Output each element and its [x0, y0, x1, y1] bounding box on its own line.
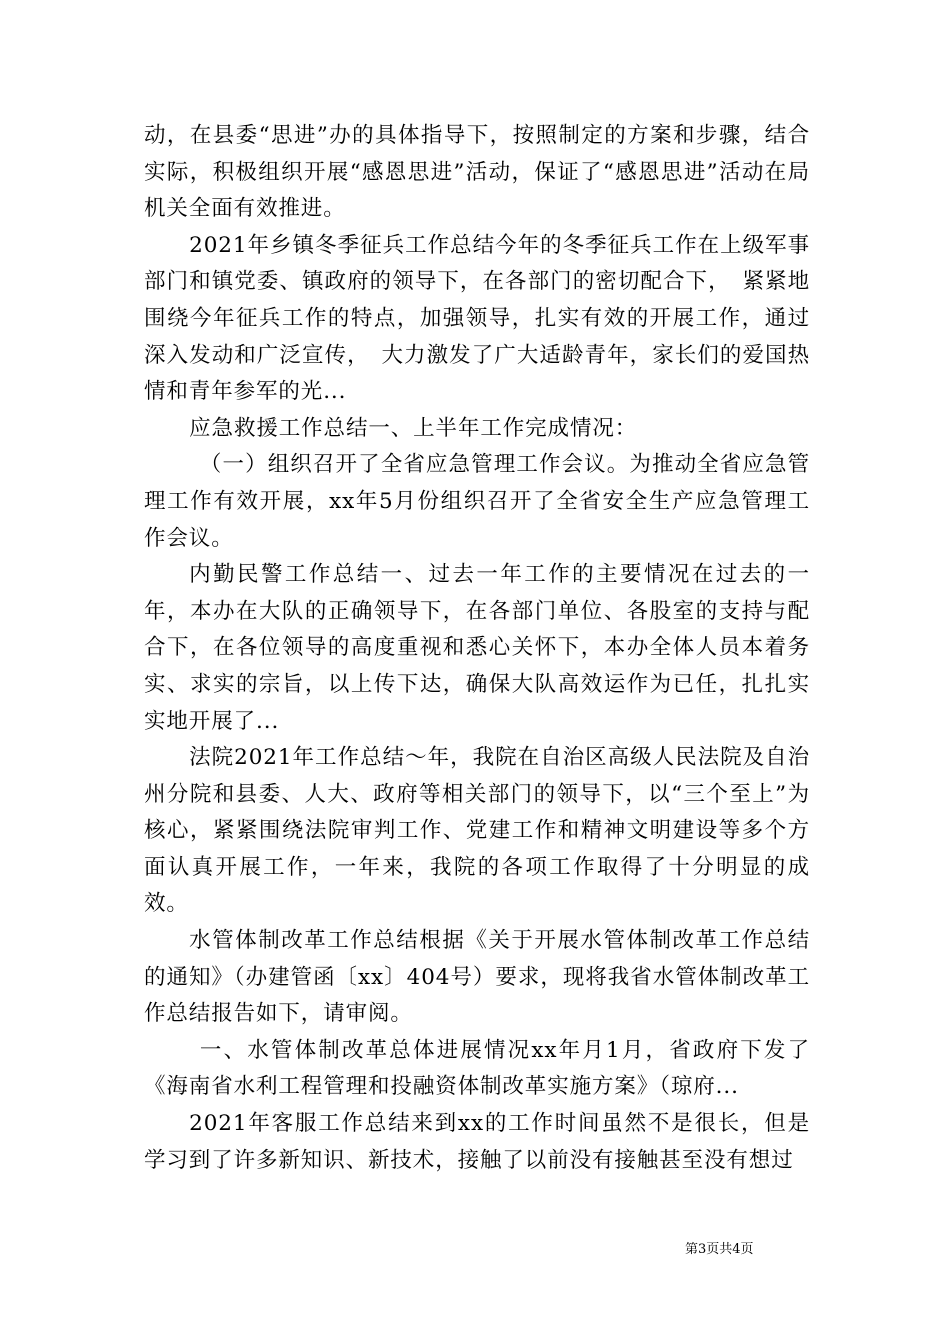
paragraph-conscription-summary: 2021年乡镇冬季征兵工作总结今年的冬季征兵工作在上级军事部门和镇党委、镇政府的领导下，在各部门的密切配合下， 紧紧地围绕今年征兵工作的特点，加强领导，扎实有效的开展工作，通过深入发动和广泛宣传， 大力激发了广大适龄青年，家长们的爱国热情和青年参军的光... — [144, 232, 810, 405]
paragraph-continuation: 动，在县委“思进”办的具体指导下，按照制定的方案和步骤，结合实际，积极组织开展“感恩思进”活动，保证了“感恩思进”活动在局机关全面有效推进。 — [144, 123, 810, 222]
paragraph-emergency-meeting: （一）组织召开了全省应急管理工作会议。为推动全省应急管理工作有效开展，xx年5月份组织召开了全省安全生产应急管理工作会议。 — [144, 452, 810, 551]
paragraph-emergency-rescue-heading: 应急救援工作总结一、上半年工作完成情况： — [189, 415, 638, 441]
document-body — [144, 118, 810, 1179]
paragraph-customer-service-summary: 2021年客服工作总结来到xx的工作时间虽然不是很长，但是学习到了许多新知识、新技术，接触了以前没有接触甚至没有想过 — [144, 1111, 810, 1173]
paragraph-water-reform-summary: 水管体制改革工作总结根据《关于开展水管体制改革工作总结的通知》（办建管函〔xx〕404号）要求，现将我省水管体制改革工作总结报告如下，请审阅。 — [144, 928, 810, 1027]
page-number-footer: 第3页共4页 — [685, 1242, 754, 1257]
paragraph-police-summary: 内勤民警工作总结一、过去一年工作的主要情况在过去的一年，本办在大队的正确领导下，在各部门单位、各股室的支持与配合下，在各位领导的高度重视和悉心关怀下，本办全体人员本着务实、求实的宗旨，以上传下达，确保大队高效运作为已任，扎扎实实地开展了... — [144, 562, 810, 734]
paragraph-court-summary: 法院2021年工作总结～年，我院在自治区高级人民法院及自治州分院和县委、人大、政府等相关部门的领导下，以“三个至上”为核心，紧紧围绕法院审判工作、党建工作和精神文明建设等多个方面认真开展工作，一年来，我院的各项工作取得了十分明显的成效。 — [144, 745, 810, 917]
paragraph-water-reform-progress: 一、水管体制改革总体进展情况xx年月1月，省政府下发了《海南省水利工程管理和投融资体制改革实施方案》（琼府... — [144, 1037, 810, 1100]
